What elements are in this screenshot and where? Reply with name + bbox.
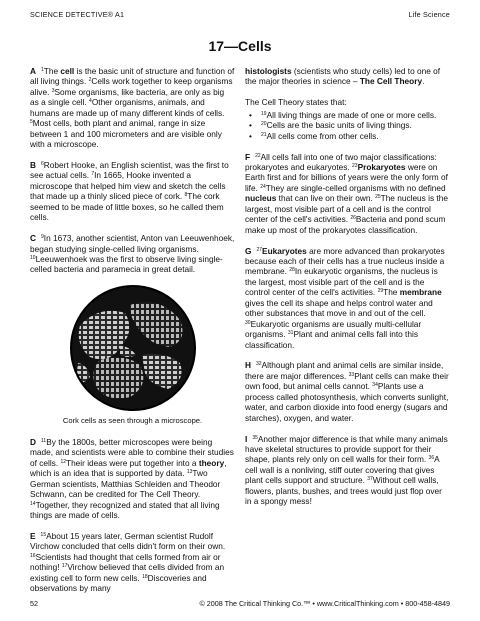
list-item-text: All cells come from other cells.: [266, 130, 379, 141]
sentence-text: Plant and animal cells fall into this classification.: [245, 329, 418, 350]
sentence-text: Most cells, both plant and animal, range in size between 1 and 100 micrometers and are visible only with a microscope.: [30, 118, 222, 150]
sentence-number: 12: [60, 458, 66, 465]
left-column: [30, 66, 235, 604]
paragraph-g: [245, 246, 450, 351]
sentence-text: In eukaryotic organisms, the nucleus is the largest, most visible part of the cell and is the control center of the cell's activities.: [245, 266, 438, 298]
paragraph-letter: E: [30, 530, 36, 541]
paragraph-letter: F: [245, 151, 251, 162]
header-subject: Life Science: [408, 10, 450, 19]
sentence-number: 24: [260, 183, 266, 190]
sentence-number: 25: [375, 194, 381, 201]
paragraph-letter: D: [30, 436, 36, 447]
page-title: 17—Cells: [208, 38, 272, 54]
paragraph-a: [30, 66, 235, 150]
sentence-number: 33: [348, 371, 355, 378]
sentence-number: 31: [287, 330, 294, 337]
sentence-text: Discoveries and observations by many: [30, 572, 207, 594]
sentence-number: 11: [41, 437, 47, 444]
sentence-text: Plants use a process called photosynthesis, which converts sunlight, water, and carbon dioxide into food energy (sugars and starches), oxygen, and water.: [245, 381, 449, 423]
right-column: [245, 66, 450, 517]
paragraph-e: [30, 531, 235, 594]
sentence-text: Eukaryotic organisms are usually multi-cellular organisms.: [245, 318, 422, 340]
sentence-text: Although plant and animal cells are similar inside, there are major differences.: [245, 360, 444, 381]
sentence-text: is the basic unit of structure and function of all living things.: [30, 66, 235, 87]
sentence-number: 30: [245, 319, 251, 326]
sentence-number: 29: [377, 288, 384, 295]
sentence-text: In 1673, another scientist, Anton van Leeuwenhoek, began studying single-celled living organisms.: [30, 233, 235, 254]
sentence-text: Plant cells can make their own food, but animal cells cannot.: [245, 370, 449, 392]
paragraph-letter: C: [30, 233, 36, 244]
sentence-number: 27: [256, 246, 263, 253]
term-eukaryotes: Eukaryotes: [262, 245, 307, 256]
list-item: [261, 120, 450, 130]
cork-cells-micrograph-image: [70, 285, 196, 411]
list-item-text: All living things are made of one or more cells.: [266, 109, 437, 120]
paragraph-e-continued: [245, 66, 450, 87]
sentence-text: Virchow believed that cells divided from an existing cell to form new cells.: [30, 562, 225, 583]
sentence-number: 37: [367, 476, 373, 483]
paragraph-d: [30, 437, 235, 521]
sentence-text: Some organisms, like bacteria, are only as big as a single cell.: [30, 86, 225, 108]
list-item-text: Cells are the basic units of living things.: [266, 120, 412, 131]
sentence-text: Leeuwenhoek was the first to observe living single-celled bacteria and paramecia in great detail.: [30, 254, 223, 275]
sentence-text: gives the cell its shape and helps control water and other substances that move in and out of the cell.: [245, 297, 433, 319]
header-series-title: SCIENCE DETECTIVE® A1: [30, 10, 125, 19]
page-number: 52: [30, 599, 38, 608]
sentence-number: 21: [261, 131, 267, 138]
sentence-number: 3: [51, 87, 55, 94]
sentence-number: 16: [30, 552, 36, 559]
sentence-text: Scientists had thought that cells formed from air or nothing!: [30, 551, 221, 573]
sentence-text: Their ideas were put together into a: [66, 457, 199, 468]
sentence-text: (scientists who study cells) led to one of the major theories in science –: [245, 66, 441, 87]
term-histologists: histologists: [245, 66, 292, 76]
sentence-text: Bacteria and pond scum make up most of the prokaryotes classification.: [245, 214, 446, 235]
sentence-number: 18: [142, 573, 148, 580]
term-prokaryotes: Prokaryotes: [357, 161, 406, 172]
sentence-number: 8: [184, 192, 188, 199]
sentence-number: 28: [289, 267, 295, 274]
paragraph-c: [30, 233, 235, 275]
figure-caption: Cork cells as seen through a microscope.: [62, 416, 203, 426]
paragraph-h: [245, 360, 450, 423]
cork-cells-figure: [30, 285, 235, 426]
term-membrane: membrane: [399, 287, 442, 298]
sentence-number: 22: [255, 152, 261, 159]
sentence-number: 19: [261, 110, 267, 117]
sentence-text: , which is an idea that is supported by data.: [30, 457, 227, 479]
sentence-number: 23: [352, 162, 358, 169]
paragraph-letter: A: [30, 66, 36, 76]
sentence-number: 9: [41, 234, 44, 241]
sentence-text: that can live on their own.: [276, 193, 376, 204]
sentence-number: 17: [61, 563, 68, 570]
sentence-number: 32: [256, 361, 262, 368]
sentence-number: 13: [186, 469, 193, 476]
sentence-number: 2: [88, 77, 92, 84]
list-item: [261, 110, 450, 120]
sentence-number: 15: [40, 531, 47, 538]
sentence-number: 26: [350, 215, 356, 222]
sentence-text: The: [383, 287, 400, 298]
term-theory: theory: [198, 457, 225, 468]
sentence-text: All cells fall into one of two major classifications: prokaryotes and eukaryotes.: [245, 151, 437, 172]
sentence-text: They are single-celled organisms with no defined: [265, 182, 446, 193]
paragraph-letter: G: [245, 245, 252, 256]
paragraph-b: [30, 160, 235, 223]
sentence-number: 7: [91, 171, 95, 178]
sentence-text: Two German scientists, Matthias Schleiden and Theodor Schwann, can be credited for The Cell Theory.: [30, 468, 221, 500]
cell-theory-intro: The Cell Theory states that:: [245, 97, 347, 108]
sentence-number: 20: [261, 121, 267, 128]
sentence-text: .: [422, 76, 425, 87]
sentence-text: were on Earth first and for billions of years were the only form of life.: [245, 161, 448, 193]
sentence-number: 35: [252, 434, 258, 441]
sentence-text: In 1665, Hooke invented a microscope that helped him view and sketch the cells that made up a thinly sliced piece of cork.: [30, 170, 226, 202]
paragraph-letter: H: [245, 360, 251, 371]
sentence-number: 34: [372, 382, 378, 389]
sentence-number: 1: [41, 67, 44, 73]
term-cell-theory: The Cell Theory: [359, 76, 423, 87]
sentence-text: The nucleus is the largest, most visible part of a cell and is the control center of the cell's activities.: [245, 193, 448, 225]
paragraph-letter: I: [245, 433, 248, 444]
sentence-number: 6: [41, 161, 44, 168]
cell-theory-list: [245, 110, 450, 141]
sentence-text: Robert Hooke, an English scientist, was the first to see actual cells.: [30, 160, 229, 181]
sentence-text: Another major difference is that while many animals have skeletal structures to provide support for their shape, plants rely only on cell walls for their form.: [245, 433, 448, 465]
copyright-line: © 2008 The Critical Thinking Co.™ • www.CriticalThinking.com • 800-458-4849: [199, 599, 450, 608]
sentence-text: Together, they recognized and stated that all living things are made of cells.: [30, 499, 220, 520]
sentence-text: Without cell walls, flowers, plants, bushes, and trees would just flop over in a spongy mess!: [245, 475, 442, 507]
sentence-text: are more advanced than prokaryotes because each of their cells has a true nucleus inside a membrane.: [245, 245, 445, 277]
term-cell: cell: [60, 66, 75, 76]
sentence-number: 14: [30, 500, 36, 507]
term-nucleus: nucleus: [245, 193, 277, 204]
list-item: [261, 131, 450, 141]
paragraph-i: [245, 434, 450, 507]
sentence-text: Cells work together to keep organisms alive.: [30, 76, 233, 97]
sentence-text: About 15 years later, German scientist Rudolf Virchow concluded that cells didn't form on their own.: [30, 530, 226, 552]
paragraph-f: [245, 152, 450, 236]
paragraph-letter: B: [30, 160, 36, 171]
sentence-text: Other organisms, animals, and humans are made up of many different kinds of cells.: [30, 97, 225, 118]
sentence-number: 36: [428, 455, 435, 462]
sentence-number: 4: [89, 98, 92, 105]
sentence-number: 5: [30, 119, 33, 126]
sentence-text: A cell wall is a nonliving, stiff outer covering that gives plant cells support and structure.: [245, 454, 440, 486]
sentence-text: By the 1800s, better microscopes were being made, and scientists were able to combine their studies of cells.: [30, 436, 234, 468]
sentence-text: The: [43, 66, 61, 76]
sentence-number: 10: [30, 255, 36, 262]
sentence-text: The cork seemed to be made of little boxes, so he called them cells.: [30, 191, 224, 223]
